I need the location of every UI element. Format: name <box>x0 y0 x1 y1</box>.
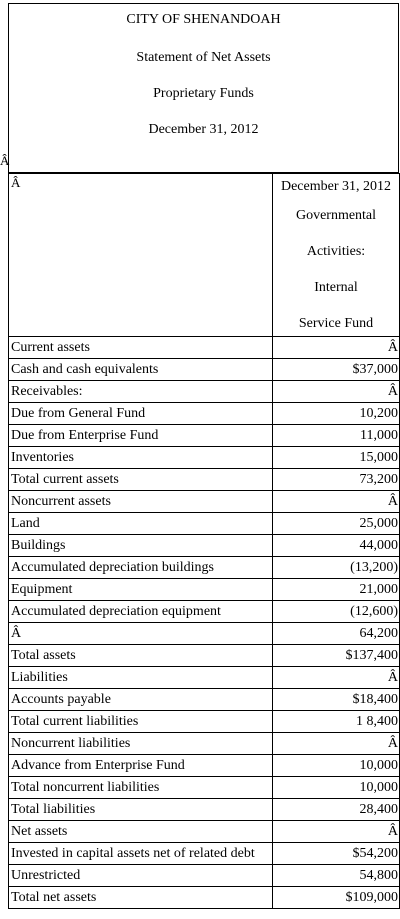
row-value: 54,800 <box>273 865 400 887</box>
table-row <box>9 777 400 799</box>
table-row <box>9 491 400 513</box>
row-value: 73,200 <box>273 469 400 491</box>
row-label: Land <box>9 513 273 535</box>
row-value: 1 8,400 <box>273 711 400 733</box>
table-row <box>9 667 400 689</box>
table-row <box>9 359 400 381</box>
table-row <box>9 887 400 909</box>
row-label: Due from Enterprise Fund <box>9 425 273 447</box>
row-value: Â <box>273 381 400 403</box>
table-row <box>9 711 400 733</box>
statement-date: December 31, 2012 <box>148 122 259 137</box>
row-value: 21,000 <box>273 579 400 601</box>
row-label: Inventories <box>9 447 273 469</box>
row-label: Total assets <box>9 645 273 667</box>
column-header-line: Governmental <box>295 208 377 223</box>
row-label: Buildings <box>9 535 273 557</box>
table-row <box>9 755 400 777</box>
header-stray-char: Â <box>0 153 10 168</box>
table-row <box>9 733 400 755</box>
funds-title: Proprietary Funds <box>153 86 254 101</box>
column-header-line: Service Fund <box>298 316 374 331</box>
table-row <box>9 865 400 887</box>
table-row <box>9 579 400 601</box>
row-value: Â <box>273 491 400 513</box>
row-value: 11,000 <box>273 425 400 447</box>
column-header-line: Internal <box>314 280 358 295</box>
statement-header <box>8 3 399 173</box>
row-label: Invested in capital assets net of related debt <box>9 843 273 865</box>
row-value: 44,000 <box>273 535 400 557</box>
table-row <box>9 337 400 359</box>
row-label: Total noncurrent liabilities <box>9 777 273 799</box>
row-label: Cash and cash equivalents <box>9 359 273 381</box>
row-value: $54,200 <box>273 843 400 865</box>
table-row <box>9 469 400 491</box>
table-row <box>9 557 400 579</box>
row-value: $109,000 <box>273 887 400 909</box>
table-row <box>9 799 400 821</box>
row-label: Advance from Enterprise Fund <box>9 755 273 777</box>
row-value: $18,400 <box>273 689 400 711</box>
column-header-line: Activities: <box>306 244 366 259</box>
row-label: Total liabilities <box>9 799 273 821</box>
table-row <box>9 623 400 645</box>
table-row <box>9 689 400 711</box>
row-value: 10,000 <box>273 755 400 777</box>
table-row <box>9 535 400 557</box>
table-row <box>9 821 400 843</box>
column-header-row <box>9 174 400 337</box>
row-value: Â <box>273 821 400 843</box>
row-label: Total net assets <box>9 887 273 909</box>
table-row <box>9 645 400 667</box>
row-label: Total current liabilities <box>9 711 273 733</box>
row-label: Accumulated depreciation buildings <box>9 557 273 579</box>
table-row <box>9 843 400 865</box>
row-label: Noncurrent liabilities <box>9 733 273 755</box>
row-label: Noncurrent assets <box>9 491 273 513</box>
row-value: (13,200) <box>273 557 400 579</box>
row-label: Due from General Fund <box>9 403 273 425</box>
table-row <box>9 403 400 425</box>
table-row <box>9 381 400 403</box>
row-value: 64,200 <box>273 623 400 645</box>
row-value: 15,000 <box>273 447 400 469</box>
row-label: Total current assets <box>9 469 273 491</box>
row-value: Â <box>273 337 400 359</box>
row-value: 25,000 <box>273 513 400 535</box>
row-value: Â <box>273 667 400 689</box>
row-value: 10,000 <box>273 777 400 799</box>
row-label: Â <box>9 623 273 645</box>
row-label: Net assets <box>9 821 273 843</box>
row-label: Accumulated depreciation equipment <box>9 601 273 623</box>
table-row <box>9 513 400 535</box>
row-label: Accounts payable <box>9 689 273 711</box>
table-row <box>9 601 400 623</box>
row-label: Equipment <box>9 579 273 601</box>
table-row <box>9 447 400 469</box>
row-value: $137,400 <box>273 645 400 667</box>
column-header-line: December 31, 2012 <box>280 179 392 194</box>
net-assets-table <box>8 173 400 909</box>
row-value: Â <box>273 733 400 755</box>
row-label: Unrestricted <box>9 865 273 887</box>
column-header-left: Â <box>9 174 273 337</box>
row-label: Receivables: <box>9 381 273 403</box>
row-value: $37,000 <box>273 359 400 381</box>
column-header-right <box>273 174 400 337</box>
row-value: (12,600) <box>273 601 400 623</box>
table-row <box>9 425 400 447</box>
row-value: 28,400 <box>273 799 400 821</box>
row-label: Liabilities <box>9 667 273 689</box>
city-title: CITY OF SHENANDOAH <box>126 12 281 27</box>
row-label: Current assets <box>9 337 273 359</box>
row-value: 10,200 <box>273 403 400 425</box>
statement-title: Statement of Net Assets <box>136 50 271 65</box>
